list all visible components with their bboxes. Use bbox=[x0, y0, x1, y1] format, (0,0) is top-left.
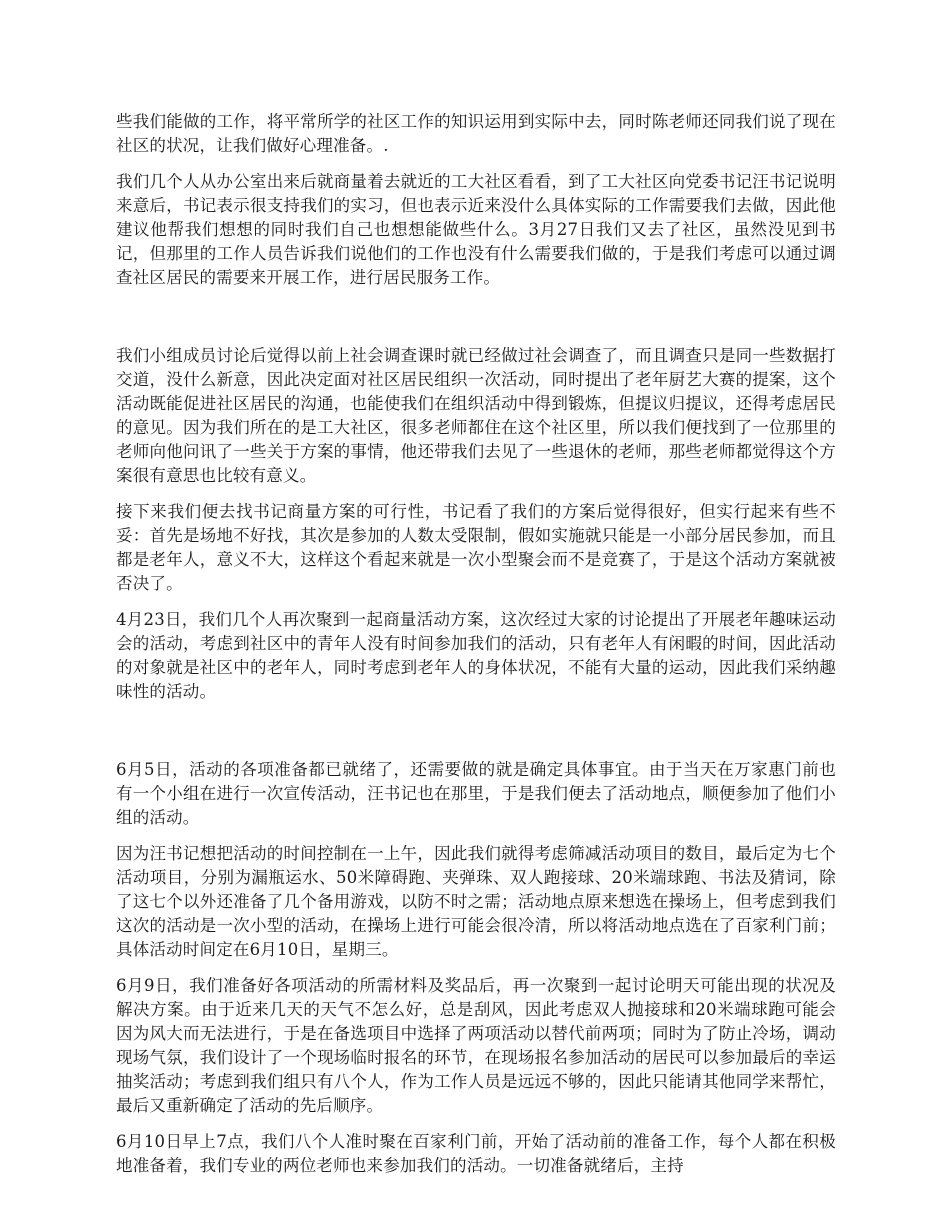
paragraph-2: 我们几个人从办公室出来后就商量着去就近的工大社区看看，到了工大社区向党委书记汪书记说明来意后，书记表示很支持我们的实习，但也表示近来没什么具体实际的工作需要我们去做，因此他建议他帮我们想想的同时我们自己也想想能做些什么。3月27日我们又去了社区，虽然没见到书记，但那里的工作人员告诉我们说他们的工作也没有什么需要我们做的，于是我们考虑可以通过调查社区居民的需要来开展工作，进行居民服务工作。 bbox=[116, 172, 836, 287]
paragraph-9: 6月10日早上7点，我们八个人准时聚在百家利门前，开始了活动前的准备工作，每个人都在积极地准备着，我们专业的两位老师也来参加我们的活动。一切准备就绪后，主持 bbox=[116, 1132, 836, 1175]
paragraph-3: 我们小组成员讨论后觉得以前上社会调查课时就已经做过社会调查了，而且调查只是同一些数据打交道，没什么新意，因此决定面对社区居民组织一次活动，同时提出了老年厨艺大赛的提案，这个活动既能促进社区居民的沟通，也能使我们在组织活动中得到锻炼，但提议归提议，还得考虑居民的意见。因为我们所在的是工大社区，很多老师都住在这个社区里，所以我们便找到了一位那里的老师向他问讯了一些关于方案的事情，他还带我们去见了一些退休的老师，那些老师都觉得这个方案很有意思也比较有意义。 bbox=[116, 346, 836, 485]
paragraph-6: 6月5日，活动的各项准备都已就绪了，还需要做的就是确定具体事宜。由于当天在万家惠门前也有一个小组在进行一次宣传活动，汪书记也在那里，于是我们便去了活动地点，顺便参加了他们小组的活动。 bbox=[116, 760, 836, 827]
paragraph-4: 接下来我们便去找书记商量方案的可行性，书记看了我们的方案后觉得很好，但实行起来有些不妥：首先是场地不好找，其次是参加的人数太受限制，假如实施就只能是一小部分居民参加，而且都是老年人，意义不大，这样这个看起来就是一次小型聚会而不是竞赛了，于是这个活动方案就被否决了。 bbox=[116, 502, 836, 593]
section-gap bbox=[116, 716, 836, 758]
document-body bbox=[116, 110, 836, 1190]
section-gap bbox=[116, 302, 836, 344]
paragraph-8: 6月9日，我们准备好各项活动的所需材料及奖品后，再一次聚到一起讨论明天可能出现的状况及解决方案。由于近来几天的天气不怎么好，总是刮风，因此考虑双人抛接球和20米端球跑可能会因为风大而无法进行，于是在备选项目中选择了两项活动以替代前两项；同时为了防止冷场，调动现场气氛，我们设计了一个现场临时报名的环节，在现场报名参加活动的居民可以参加最后的幸运抽奖活动；考虑到我们组只有八个人，作为工作人员是远远不够的，因此只能请其他同学来帮忙，最后又重新确定了活动的先后顺序。 bbox=[116, 976, 836, 1115]
paragraph-5: 4月23日，我们几个人再次聚到一起商量活动方案，这次经过大家的讨论提出了开展老年趣味运动会的活动，考虑到社区中的青年人没有时间参加我们的活动，只有老年人有闲暇的时间，因此活动的对象就是社区中的老年人，同时考虑到老年人的身体状况，不能有大量的运动，因此我们采纳趣味性的活动。 bbox=[116, 610, 836, 701]
paragraph-1: 些我们能做的工作，将平常所学的社区工作的知识运用到实际中去，同时陈老师还同我们说了现在社区的状况，让我们做好心理准备。. bbox=[116, 112, 836, 155]
paragraph-7: 因为汪书记想把活动的时间控制在一上午，因此我们就得考虑筛减活动项目的数目，最后定为七个活动项目，分别为漏瓶运水、50米障碍跑、夹弹珠、双人跑接球、20米端球跑、书法及猜词，除了这七个以外还准备了几个备用游戏，以防不时之需；活动地点原来想选在操场上，但考虑到我们这次的活动是一次小型的活动，在操场上进行可能会很冷清，所以将活动地点选在了百家利门前；具体活动时间定在6月10日，星期三。 bbox=[116, 844, 836, 959]
